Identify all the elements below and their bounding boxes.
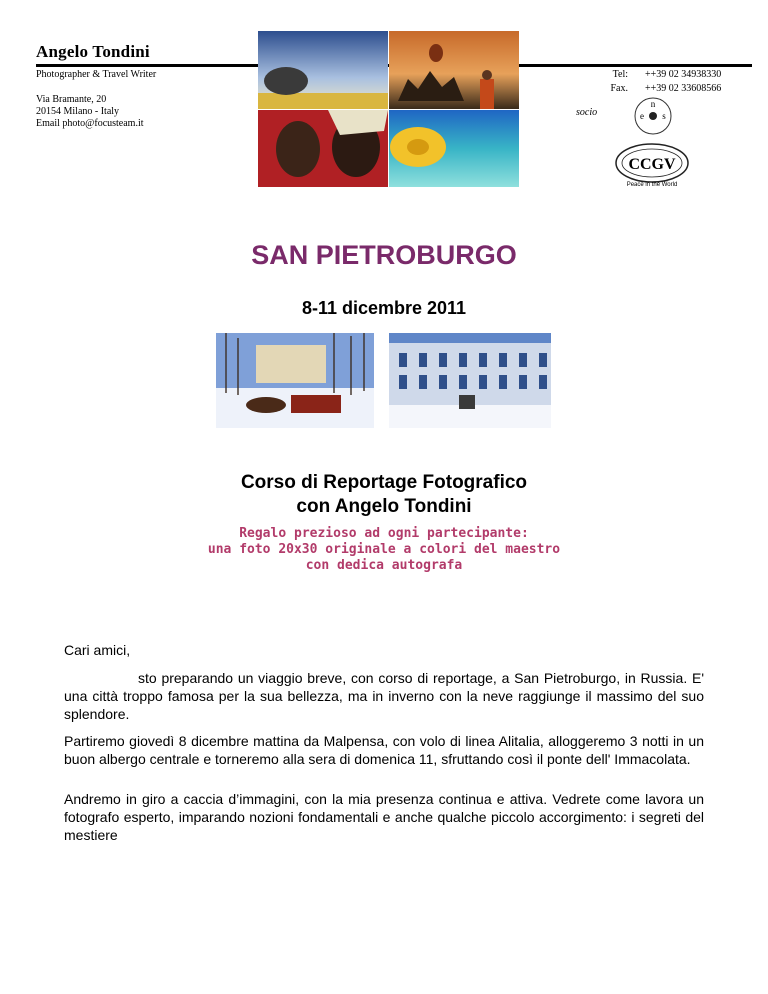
svg-text:e: e	[640, 111, 644, 121]
svg-text:CCGV: CCGV	[628, 156, 676, 173]
gift-line-1: Regalo prezioso ad ogni partecipante:	[239, 526, 529, 541]
address-line-1: Via Bramante, 20	[36, 94, 107, 105]
page-title: SAN PIETROBURGO	[251, 240, 517, 270]
neos-logo-icon	[632, 96, 674, 136]
author-name: Angelo Tondini	[36, 42, 150, 61]
svg-text:s: s	[662, 111, 666, 121]
gift-line-3: con dedica autografa	[305, 558, 463, 573]
socio-label: socio	[576, 107, 598, 118]
paragraph-3: Andremo in giro a caccia d’immagini, con la mia presenza continua e attiva. Vedrete come lavora un fotografo esperto, imparando nozioni fondamentali e anche qualche piccolo accorgimento: i segreti del mestiere	[64, 791, 704, 843]
sleigh-photo	[216, 333, 374, 428]
fax-label: Fax.	[610, 83, 628, 94]
course-title-line-2: con Angelo Tondini	[296, 496, 472, 517]
tel-label: Tel:	[612, 69, 628, 80]
ccgv-peace-logo-icon	[612, 141, 692, 189]
palace-photo	[389, 333, 551, 428]
greeting: Cari amici,	[64, 642, 131, 658]
svg-text:n: n	[650, 99, 656, 109]
paragraph-1: sto preparando un viaggio breve, con corso di reportage, a San Pietroburgo, in Russia. E' una città troppo famosa per la sua bellezza, ma in inverno con la neve raggiunge il massimo del suo splendore.	[64, 670, 704, 722]
paragraph-2: Partiremo giovedì 8 dicembre mattina da Malpensa, con volo di linea Alitalia, alloggeremo 3 notti in un buon albergo centrale e torneremo alla sera di domenica 11, sfruttando così il ponte dell' Immacolata.	[64, 733, 704, 767]
fax-value: ++39 02 33608566	[645, 83, 722, 94]
event-dates: 8-11 dicembre 2011	[301, 298, 467, 318]
email-line: Email photo@focusteam.it	[36, 118, 144, 129]
course-title-line-1: Corso di Reportage Fotografico	[240, 472, 528, 493]
address-line-2: 20154 Milano - Italy	[36, 106, 120, 117]
gift-line-2: una foto 20x30 originale a colori del maestro	[207, 542, 561, 557]
svg-text:Peace in the World: Peace in the World	[626, 182, 678, 188]
header-photo-collage	[258, 31, 519, 187]
author-subtitle: Photographer & Travel Writer	[36, 69, 157, 80]
tel-value: ++39 02 34938330	[645, 69, 722, 80]
